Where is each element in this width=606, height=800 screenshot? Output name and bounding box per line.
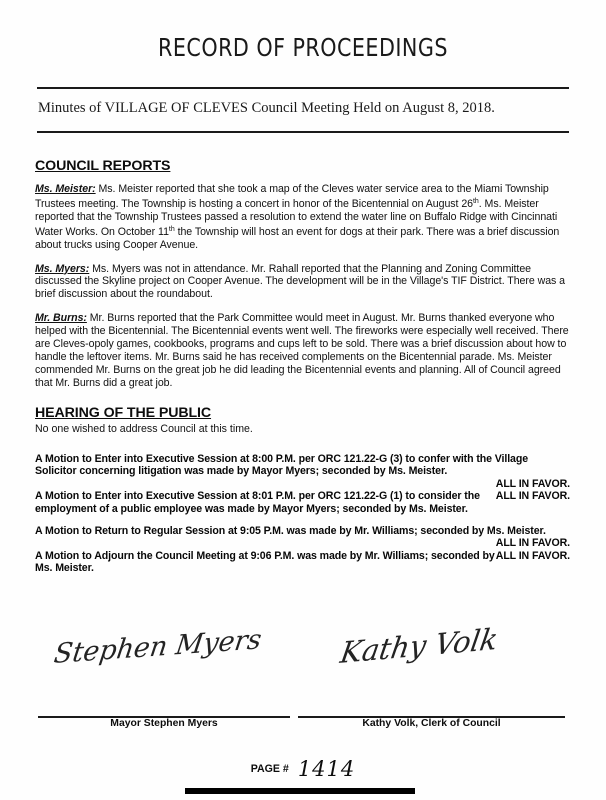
ordinal-suffix-october: th xyxy=(168,225,175,233)
motion-item xyxy=(35,550,570,575)
minutes-subtitle: Minutes of VILLAGE OF CLEVES Council Meeting Held on August 8, 2018. xyxy=(38,100,495,116)
signature-block xyxy=(0,621,606,736)
report-paragraph-meister xyxy=(35,183,570,252)
motion-text: A Motion to Adjourn the Council Meeting at 9:06 P.M. was made by Mr. Williams; seconded by Ms. Meister. xyxy=(35,549,495,575)
report-lead-meister: Ms. Meister: xyxy=(35,183,96,195)
report-paragraph-burns xyxy=(35,312,570,389)
signature-name-mayor: Mayor Stephen Myers xyxy=(110,718,218,729)
page-title: RECORD OF PROCEEDINGS xyxy=(158,33,448,62)
handwritten-signature-clerk: Kathy Volk xyxy=(338,621,501,670)
report-paragraph-myers xyxy=(35,263,570,302)
motion-item xyxy=(35,453,570,491)
motion-result: ALL IN FAVOR. xyxy=(495,477,570,490)
motion-spacer xyxy=(35,516,570,525)
signature-name-clerk: Kathy Volk, Clerk of Council xyxy=(362,718,501,729)
motions-list xyxy=(35,453,570,575)
motion-text: A Motion to Return to Regular Session at 9:05 P.M. was made by Mr. Williams; seconded by Ms. Meister. xyxy=(35,524,546,537)
report-text-myers: Ms. Myers was not in attendance. Mr. Rahall reported that the Planning and Zoning Committee discussed the Skyline project on Cooper Avenue. The development will be in the Village's TIF District. There was a brief discussion about the roundabout. xyxy=(35,262,566,301)
report-text-meister-1: Ms. Meister reported that she took a map of the Cleves water service area to the Miami Township Trustees meeting. The Township is hosting a concert in honor of the Bicentennial on August 26 xyxy=(35,183,549,210)
motion-result: ALL IN FAVOR. xyxy=(495,549,570,562)
motion-item xyxy=(35,525,570,550)
page-number-label: PAGE # xyxy=(250,763,289,775)
report-text-meister-2: . Ms. Meister reported that the Township Trustees passed a resolution to extend the water line on Buffalo Ridge with Cincinnati Water Works. On October 11 xyxy=(35,197,558,238)
motion-item xyxy=(35,490,570,515)
motion-text: A Motion to Enter into Executive Session at 8:00 P.M. per ORC 121.22-G (3) to confer with the Village Solicitor concerning litigation was made by Mayor Myers; seconded by Ms. Meister. xyxy=(35,452,529,478)
header-rule-top xyxy=(37,87,569,89)
section-heading-council-reports: COUNCIL REPORTS xyxy=(35,158,171,174)
report-text-meister-3: the Township will host an event for dogs at their park. There was a brief discussion about trucks using Cooper Avenue. xyxy=(35,225,560,251)
motion-result: ALL IN FAVOR. xyxy=(495,537,570,550)
report-lead-burns: Mr. Burns: xyxy=(35,312,87,325)
page-number-handwritten: 1414 xyxy=(297,757,356,781)
handwritten-signature-mayor: Stephen Myers xyxy=(52,624,264,670)
scan-edge-artifact xyxy=(185,788,415,794)
hearing-of-public-text: No one wished to address Council at this time. xyxy=(35,422,253,435)
section-heading-hearing-of-public: HEARING OF THE PUBLIC xyxy=(35,404,212,421)
document-body xyxy=(35,158,570,575)
report-lead-myers: Ms. Myers: xyxy=(35,262,90,275)
page-number-footer xyxy=(0,757,606,781)
report-text-burns: Mr. Burns reported that the Park Committee would meet in August. Mr. Burns thanked everyone who helped with the Bicentennial. The Bicentennial events went well. The fireworks were especially well received. There are Cleves-opoly games, cookbooks, programs and cups left to be sold. There was a brief discussion about how to handle the leftover items. Mr. Burns said he has received complements on the Bicentennial parade. Ms. Meister commended Mr. Burns on the great job he did leading the Bicentennial events and planning. All of Council agreed that Mr. Burns did a great job. xyxy=(35,312,569,389)
ordinal-suffix-august: th xyxy=(473,197,479,205)
header-rule-bottom xyxy=(37,131,569,133)
motion-result: ALL IN FAVOR. xyxy=(495,490,570,503)
motion-text: A Motion to Enter into Executive Session at 8:01 P.M. per ORC 121.22-G (1) to consider the employment of a public employee was made by Mayor Myers; seconded by Ms. Meister. xyxy=(35,490,480,516)
